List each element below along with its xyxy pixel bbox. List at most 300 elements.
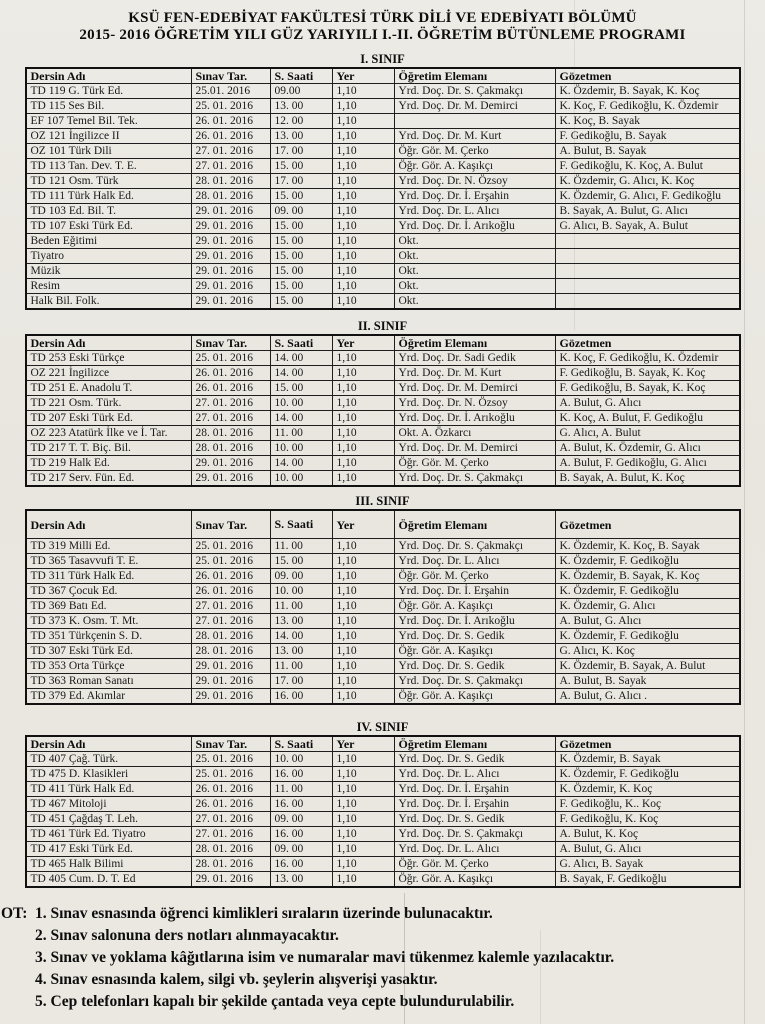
- cell: Yrd. Doç. Dr. N. Özsoy: [394, 396, 555, 411]
- table-row: [26, 426, 740, 441]
- cell: 29. 01. 2016: [191, 264, 270, 279]
- cell: 1,10: [332, 659, 394, 674]
- table-row: [26, 381, 740, 396]
- cell: 1,10: [332, 842, 394, 857]
- cell: Yrd. Doç. Dr. İ. Erşahin: [394, 584, 555, 599]
- cell: G. Alıcı, B. Sayak: [555, 857, 740, 872]
- cell: 25.01. 2016: [191, 84, 270, 99]
- cell: TD 451 Çağdaş T. Leh.: [26, 812, 192, 827]
- cell: 1,10: [332, 411, 394, 426]
- cell: 1,10: [332, 249, 394, 264]
- cell: 1,10: [332, 554, 394, 569]
- table-row: [26, 189, 740, 204]
- table-row: [26, 674, 740, 689]
- cell: Öğr. Gör. A. Kaşıkçı: [394, 689, 555, 705]
- cell: 1,10: [332, 114, 394, 129]
- cell: 12. 00: [270, 114, 332, 129]
- cell: 14. 00: [270, 629, 332, 644]
- cell: 28. 01. 2016: [191, 174, 270, 189]
- cell: TD 351 Türkçenin S. D.: [26, 629, 192, 644]
- column-header: Yer: [332, 510, 394, 539]
- table-row: [26, 114, 740, 129]
- cell: A. Bulut, F. Gedikoğlu, G. Alıcı: [555, 456, 740, 471]
- cell: Öğr. Gör. M. Çerko: [394, 857, 555, 872]
- column-header: Yer: [332, 335, 394, 351]
- cell: 15. 00: [270, 279, 332, 294]
- cell: G. Alıcı, A. Bulut: [555, 426, 740, 441]
- section-title-grade-2: II. SINIF: [357, 319, 408, 333]
- cell: TD 219 Halk Ed.: [26, 456, 192, 471]
- cell: B. Sayak, A. Bulut, G. Alıcı: [555, 204, 740, 219]
- cell: Yrd. Doç. Dr. L. Alıcı: [394, 204, 555, 219]
- cell: Yrd. Doç. Dr. İ. Arıkoğlu: [394, 219, 555, 234]
- cell: 16. 00: [270, 827, 332, 842]
- cell: TD 221 Osm. Türk.: [26, 396, 192, 411]
- cell: Yrd. Doç. Dr. S. Gedik: [394, 752, 555, 767]
- cell: 11. 00: [270, 539, 332, 554]
- cell: 25. 01. 2016: [191, 554, 270, 569]
- cell: A. Bulut, B. Sayak: [555, 674, 740, 689]
- cell: TD 111 Türk Halk Ed.: [26, 189, 192, 204]
- cell: 17. 00: [270, 144, 332, 159]
- cell: 29. 01. 2016: [191, 659, 270, 674]
- cell: [555, 279, 740, 294]
- cell: 29. 01. 2016: [191, 219, 270, 234]
- column-header: Sınav Tar.: [191, 335, 270, 351]
- column-header: Sınav Tar.: [191, 68, 270, 84]
- cell: TD 353 Orta Türkçe: [26, 659, 192, 674]
- cell: TD 121 Osm. Türk: [26, 174, 192, 189]
- column-header: S. Saati: [270, 68, 332, 84]
- cell: 11. 00: [270, 426, 332, 441]
- cell: K. Özdemir, F. Gedikoğlu: [555, 554, 740, 569]
- cell: Yrd. Doç. Dr. L. Alıcı: [394, 767, 555, 782]
- cell: Yrd. Doç. Dr. M. Kurt: [394, 366, 555, 381]
- table-row: [26, 767, 740, 782]
- table-row: [26, 144, 740, 159]
- header-row: [26, 68, 740, 84]
- cell: 13. 00: [270, 872, 332, 888]
- table-row: [26, 294, 740, 310]
- cell: TD 405 Cum. D. T. Ed: [26, 872, 192, 888]
- cell: 14. 00: [270, 411, 332, 426]
- cell: K. Özdemir, G. Alıcı: [555, 599, 740, 614]
- cell: TD 307 Eski Türk Ed.: [26, 644, 192, 659]
- cell: TD 251 E. Anadolu T.: [26, 381, 192, 396]
- table-row: [26, 752, 740, 767]
- cell: 29. 01. 2016: [191, 674, 270, 689]
- cell: K. Özdemir, G. Alıcı, F. Gedikoğlu: [555, 189, 740, 204]
- section-grade-2: [0, 319, 765, 487]
- table-row: [26, 644, 740, 659]
- cell: G. Alıcı, K. Koç: [555, 644, 740, 659]
- cell: Okt.: [394, 249, 555, 264]
- table-row: [26, 159, 740, 174]
- cell: 16. 00: [270, 689, 332, 705]
- section-title-grade-4: IV. SINIF: [356, 720, 409, 734]
- column-header: Dersin Adı: [26, 510, 192, 539]
- cell: 1,10: [332, 629, 394, 644]
- cell: 13. 00: [270, 99, 332, 114]
- cell: 1,10: [332, 294, 394, 310]
- cell: 1,10: [332, 471, 394, 487]
- cell: 15. 00: [270, 234, 332, 249]
- cell: 1,10: [332, 174, 394, 189]
- cell: 28. 01. 2016: [191, 426, 270, 441]
- cell: 26. 01. 2016: [191, 584, 270, 599]
- table-row: [26, 351, 740, 366]
- cell: TD 467 Mitoloji: [26, 797, 192, 812]
- table-row: [26, 539, 740, 554]
- exam-schedule-table-grade-1: [25, 67, 741, 310]
- cell: 1,10: [332, 159, 394, 174]
- cell: 1,10: [332, 99, 394, 114]
- cell: 1,10: [332, 797, 394, 812]
- cell: 28. 01. 2016: [191, 857, 270, 872]
- cell: 29. 01. 2016: [191, 294, 270, 310]
- cell: 16. 00: [270, 767, 332, 782]
- cell: 1,10: [332, 539, 394, 554]
- cell: Yrd. Doç. Dr. L. Alıcı: [394, 842, 555, 857]
- cell: 11. 00: [270, 659, 332, 674]
- cell: Yrd. Doç. Dr. S. Çakmakçı: [394, 84, 555, 99]
- cell: 27. 01. 2016: [191, 159, 270, 174]
- cell: B. Sayak, F. Gedikoğlu: [555, 872, 740, 888]
- cell: 10. 00: [270, 396, 332, 411]
- cell: TD 367 Çocuk Ed.: [26, 584, 192, 599]
- document-title-line1: KSÜ FEN-EDEBİYAT FAKÜLTESİ TÜRK DİLİ VE EDEBİYATI BÖLÜMÜ: [128, 10, 637, 26]
- cell: A. Bulut, G. Alıcı: [555, 842, 740, 857]
- cell: Yrd. Doç. Dr. S. Çakmakçı: [394, 674, 555, 689]
- cell: 09. 00: [270, 842, 332, 857]
- cell: TD 365 Tasavvufi T. E.: [26, 554, 192, 569]
- cell: K. Özdemir, B. Sayak, A. Bulut: [555, 659, 740, 674]
- cell: [555, 234, 740, 249]
- cell: F. Gedikoğlu, K. Koç, A. Bulut: [555, 159, 740, 174]
- cell: Müzik: [26, 264, 192, 279]
- table-row: [26, 629, 740, 644]
- cell: Yrd. Doç. Dr. S. Çakmakçı: [394, 471, 555, 487]
- cell: 10. 00: [270, 471, 332, 487]
- cell: 15. 00: [270, 159, 332, 174]
- cell: Öğr. Gör. M. Çerko: [394, 456, 555, 471]
- section-grade-1: [0, 52, 765, 310]
- table-row: [26, 872, 740, 888]
- column-header: Öğretim Elemanı: [394, 736, 555, 752]
- cell: Okt.: [394, 294, 555, 310]
- cell: Resim: [26, 279, 192, 294]
- cell: 1,10: [332, 689, 394, 705]
- cell: 26. 01. 2016: [191, 129, 270, 144]
- cell: 15. 00: [270, 264, 332, 279]
- table-row: [26, 441, 740, 456]
- document-header: [0, 0, 765, 44]
- cell: 26. 01. 2016: [191, 366, 270, 381]
- cell: 15. 00: [270, 189, 332, 204]
- cell: 1,10: [332, 219, 394, 234]
- column-header: Öğretim Elemanı: [394, 68, 555, 84]
- cell: 27. 01. 2016: [191, 827, 270, 842]
- cell: TD 119 G. Türk Ed.: [26, 84, 192, 99]
- note-item: 2. Sınav salonuna ders notları alınmayacaktır.: [35, 927, 339, 944]
- table-row: [26, 599, 740, 614]
- note-item: 4. Sınav esnasında kalem, silgi vb. şeylerin alışverişi yasaktır.: [35, 971, 438, 988]
- cell: 10. 00: [270, 584, 332, 599]
- cell: 29. 01. 2016: [191, 689, 270, 705]
- cell: Yrd. Doç. Dr. M. Demirci: [394, 99, 555, 114]
- table-row: [26, 99, 740, 114]
- cell: 15. 00: [270, 294, 332, 310]
- table-row: [26, 279, 740, 294]
- note-item: 5. Cep telefonları kapalı bir şekilde çantada veya cepte bulundurulabilir.: [35, 993, 515, 1010]
- cell: F. Gedikoğlu, B. Sayak, K. Koç: [555, 366, 740, 381]
- cell: Okt.: [394, 264, 555, 279]
- cell: 1,10: [332, 599, 394, 614]
- cell: Yrd. Doç. Dr. S. Gedik: [394, 812, 555, 827]
- cell: Yrd. Doç. Dr. İ. Arıkoğlu: [394, 411, 555, 426]
- table-row: [26, 264, 740, 279]
- cell: 1,10: [332, 857, 394, 872]
- column-header: Dersin Adı: [26, 68, 192, 84]
- cell: 26. 01. 2016: [191, 381, 270, 396]
- cell: 28. 01. 2016: [191, 441, 270, 456]
- cell: 16. 00: [270, 797, 332, 812]
- cell: K. Koç, F. Gedikoğlu, K. Özdemir: [555, 351, 740, 366]
- cell: TD 407 Çağ. Türk.: [26, 752, 192, 767]
- cell: Yrd. Doç. Dr. L. Alıcı: [394, 554, 555, 569]
- cell: K. Özdemir, B. Sayak: [555, 752, 740, 767]
- column-header: S. Saati: [270, 510, 332, 539]
- cell: 27. 01. 2016: [191, 614, 270, 629]
- cell: TD 217 Serv. Fün. Ed.: [26, 471, 192, 487]
- cell: 1,10: [332, 644, 394, 659]
- document-title-line2: 2015- 2016 ÖĞRETİM YILI GÜZ YARIYILI I.-II. ÖĞRETİM BÜTÜNLEME PROGRAMI: [79, 27, 686, 43]
- cell: 25. 01. 2016: [191, 539, 270, 554]
- cell: 14. 00: [270, 351, 332, 366]
- cell: 09.00: [270, 84, 332, 99]
- cell: TD 475 D. Klasikleri: [26, 767, 192, 782]
- cell: TD 411 Türk Halk Ed.: [26, 782, 192, 797]
- cell: A. Bulut, G. Alıcı .: [555, 689, 740, 705]
- cell: TD 103 Ed. Bil. T.: [26, 204, 192, 219]
- cell: TD 417 Eski Türk Ed.: [26, 842, 192, 857]
- cell: 1,10: [332, 426, 394, 441]
- cell: TD 253 Eski Türkçe: [26, 351, 192, 366]
- cell: A. Bulut, K. Özdemir, G. Alıcı: [555, 441, 740, 456]
- cell: 09. 00: [270, 569, 332, 584]
- cell: TD 319 Milli Ed.: [26, 539, 192, 554]
- cell: 27. 01. 2016: [191, 599, 270, 614]
- cell: Yrd. Doç. Dr. S. Çakmakçı: [394, 539, 555, 554]
- cell: TD 115 Ses Bil.: [26, 99, 192, 114]
- cell: Yrd. Doç. Dr. S. Çakmakçı: [394, 827, 555, 842]
- notes-list: [35, 903, 765, 1013]
- header-row: [26, 736, 740, 752]
- cell: 27. 01. 2016: [191, 396, 270, 411]
- cell: TD 107 Eski Türk Ed.: [26, 219, 192, 234]
- cell: 1,10: [332, 189, 394, 204]
- column-header: Öğretim Elemanı: [394, 335, 555, 351]
- cell: 14. 00: [270, 366, 332, 381]
- cell: 13. 00: [270, 129, 332, 144]
- cell: Yrd. Doç. Dr. S. Gedik: [394, 659, 555, 674]
- cell: K. Özdemir, K. Koç: [555, 782, 740, 797]
- table-row: [26, 569, 740, 584]
- header-row: [26, 510, 740, 539]
- cell: 26. 01. 2016: [191, 797, 270, 812]
- column-header: Gözetmen: [555, 68, 740, 84]
- table-row: [26, 812, 740, 827]
- table-row: [26, 204, 740, 219]
- cell: OZ 101 Türk Dili: [26, 144, 192, 159]
- cell: 26. 01. 2016: [191, 782, 270, 797]
- cell: K. Özdemir, B. Sayak, K. Koç: [555, 569, 740, 584]
- cell: TD 363 Roman Sanatı: [26, 674, 192, 689]
- cell: 1,10: [332, 614, 394, 629]
- cell: 29. 01. 2016: [191, 872, 270, 888]
- column-header: S. Saati: [270, 736, 332, 752]
- cell: Öğr. Gör. A. Kaşıkçı: [394, 872, 555, 888]
- cell: 28. 01. 2016: [191, 629, 270, 644]
- cell: Yrd. Doç. Dr. İ. Arıkoğlu: [394, 614, 555, 629]
- cell: EF 107 Temel Bil. Tek.: [26, 114, 192, 129]
- cell: 1,10: [332, 234, 394, 249]
- column-header: Dersin Adı: [26, 736, 192, 752]
- cell: F. Gedikoğlu, B. Sayak: [555, 129, 740, 144]
- cell: 29. 01. 2016: [191, 456, 270, 471]
- cell: K. Özdemir, B. Sayak, K. Koç: [555, 84, 740, 99]
- cell: 1,10: [332, 872, 394, 888]
- column-header: S. Saati: [270, 335, 332, 351]
- cell: A. Bulut, G. Alıcı: [555, 614, 740, 629]
- section-grade-4: [0, 720, 765, 888]
- exam-notes: [0, 903, 765, 1013]
- table-row: [26, 782, 740, 797]
- table-row: [26, 411, 740, 426]
- table-row: [26, 84, 740, 99]
- cell: TD 113 Tan. Dev. T. E.: [26, 159, 192, 174]
- table-row: [26, 659, 740, 674]
- cell: Yrd. Doç. Dr. M. Demirci: [394, 381, 555, 396]
- note-item: 3. Sınav ve yoklama kâğıtlarına isim ve numaralar mavi tükenmez kalemle yazılacaktır.: [35, 949, 615, 966]
- cell: OZ 221 İngilizce: [26, 366, 192, 381]
- cell: 25. 01. 2016: [191, 752, 270, 767]
- cell: TD 379 Ed. Akımlar: [26, 689, 192, 705]
- cell: [555, 249, 740, 264]
- table-row: [26, 219, 740, 234]
- column-header: Dersin Adı: [26, 335, 192, 351]
- exam-schedule-table-grade-3: [25, 509, 741, 705]
- cell: F. Gedikoğlu, K.. Koç: [555, 797, 740, 812]
- table-row: [26, 857, 740, 872]
- cell: 13. 00: [270, 644, 332, 659]
- cell: A. Bulut, K. Koç: [555, 827, 740, 842]
- cell: 10. 00: [270, 441, 332, 456]
- cell: 15. 00: [270, 249, 332, 264]
- cell: 29. 01. 2016: [191, 279, 270, 294]
- cell: 17. 00: [270, 674, 332, 689]
- cell: 26. 01. 2016: [191, 114, 270, 129]
- cell: 1,10: [332, 396, 394, 411]
- cell: 1,10: [332, 752, 394, 767]
- table-row: [26, 249, 740, 264]
- cell: 28. 01. 2016: [191, 644, 270, 659]
- cell: 1,10: [332, 129, 394, 144]
- cell: 1,10: [332, 569, 394, 584]
- cell: 10. 00: [270, 752, 332, 767]
- column-header: Yer: [332, 736, 394, 752]
- table-row: [26, 827, 740, 842]
- cell: 1,10: [332, 144, 394, 159]
- cell: TD 369 Batı Ed.: [26, 599, 192, 614]
- cell: B. Sayak, A. Bulut, K. Koç: [555, 471, 740, 487]
- cell: 1,10: [332, 456, 394, 471]
- cell: 1,10: [332, 366, 394, 381]
- cell: K. Özdemir, K. Koç, B. Sayak: [555, 539, 740, 554]
- table-row: [26, 456, 740, 471]
- column-header: Sınav Tar.: [191, 736, 270, 752]
- cell: A. Bulut, B. Sayak: [555, 144, 740, 159]
- cell: 13. 00: [270, 614, 332, 629]
- cell: K. Özdemir, G. Alıcı, K. Koç: [555, 174, 740, 189]
- cell: Yrd. Doç. Dr. M. Kurt: [394, 129, 555, 144]
- cell: 09. 00: [270, 204, 332, 219]
- cell: 1,10: [332, 264, 394, 279]
- cell: TD 311 Türk Halk Ed.: [26, 569, 192, 584]
- table-row: [26, 174, 740, 189]
- cell: 14. 00: [270, 456, 332, 471]
- cell: 1,10: [332, 782, 394, 797]
- cell: 1,10: [332, 584, 394, 599]
- cell: K. Özdemir, F. Gedikoğlu: [555, 629, 740, 644]
- cell: 1,10: [332, 204, 394, 219]
- cell: [555, 294, 740, 310]
- table-row: [26, 614, 740, 629]
- cell: 27. 01. 2016: [191, 411, 270, 426]
- cell: OZ 121 İngilizce II: [26, 129, 192, 144]
- cell: 29. 01. 2016: [191, 234, 270, 249]
- cell: 27. 01. 2016: [191, 812, 270, 827]
- table-row: [26, 471, 740, 487]
- cell: K. Koç, F. Gedikoğlu, K. Özdemir: [555, 99, 740, 114]
- column-header: Gözetmen: [555, 736, 740, 752]
- cell: 1,10: [332, 674, 394, 689]
- cell: F. Gedikoğlu, B. Sayak, K. Koç: [555, 381, 740, 396]
- column-header: Yer: [332, 68, 394, 84]
- cell: 15. 00: [270, 219, 332, 234]
- column-header: Gözetmen: [555, 510, 740, 539]
- cell: 29. 01. 2016: [191, 249, 270, 264]
- table-row: [26, 842, 740, 857]
- cell: K. Özdemir, F. Gedikoğlu: [555, 584, 740, 599]
- column-header: Öğretim Elemanı: [394, 510, 555, 539]
- cell: Okt.: [394, 234, 555, 249]
- notes-label: OT:: [1, 905, 28, 922]
- exam-schedule-table-grade-2: [25, 334, 741, 487]
- cell: 16. 00: [270, 857, 332, 872]
- table-row: [26, 554, 740, 569]
- cell: 1,10: [332, 767, 394, 782]
- cell: TD 461 Türk Ed. Tiyatro: [26, 827, 192, 842]
- section-title-grade-3: III. SINIF: [355, 494, 410, 508]
- section-title-grade-1: I. SINIF: [360, 52, 405, 66]
- cell: Yrd. Doç. Dr. İ. Erşahin: [394, 797, 555, 812]
- cell: Yrd. Doç. Dr. İ. Erşahin: [394, 189, 555, 204]
- cell: Halk Bil. Folk.: [26, 294, 192, 310]
- column-header: Gözetmen: [555, 335, 740, 351]
- note-item: 1. Sınav esnasında öğrenci kimlikleri sıraların üzerinde bulunacaktır.: [35, 905, 493, 922]
- cell: TD 207 Eski Türk Ed.: [26, 411, 192, 426]
